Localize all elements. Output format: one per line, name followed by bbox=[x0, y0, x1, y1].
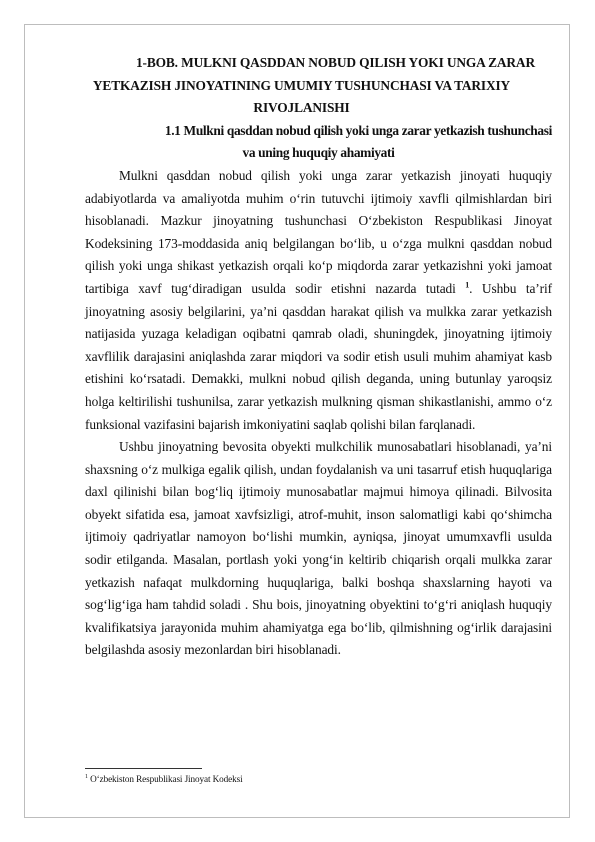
chapter-title-line-1: 1-BOB. MULKNI QASDDAN NOBUD QILISH YOKI UNGA ZARAR bbox=[136, 55, 535, 70]
section-title bbox=[85, 120, 552, 165]
footnote-number: 1 bbox=[85, 774, 88, 780]
chapter-title-line-3: RIVOJLANISHI bbox=[253, 100, 350, 116]
chapter-title bbox=[85, 52, 552, 120]
footnote-text: O‘zbekiston Respublikasi Jinoyat Kodeksi bbox=[87, 774, 243, 785]
document-body bbox=[85, 52, 552, 662]
footnote-separator bbox=[85, 768, 202, 769]
paragraph-text: Mulkni qasddan nobud qilish yoki unga zarar yetkazish jinoyati huquqiy adabiyotlarda va amaliyotda muhim o‘rin tutuvchi ijtimoiy xavfli qilmishlardan biri hisoblanadi. Mazkur jinoyatning tushunchasi O‘zbekiston Respublikasi Jinoyat Kodeksining 173-moddasida aniq belgilangan bo‘lib, u o‘zga mulkni qasddan nobud qilish yoki unga shikast yetkazish orqali ko‘p miqdorda zarar yetkazishni yoki jamoat tartibiga xavf tug‘diradigan usulda sodir etishni nazarda tutadi bbox=[85, 167, 552, 296]
body-paragraph bbox=[85, 165, 552, 436]
footnote bbox=[85, 772, 243, 785]
paragraph-text-continued: . Ushbu ta’rif jinoyatning asosiy belgilarini, ya’ni qasddan harakat qilish va mulkka zarar yetkazish natijasida yuzaga keladigan oqibatni qamrab oladi, shuningdek, jinoyatning ijtimoiy xavflilik darajasini aniqlashda zarar miqdori va sodir etish usuli muhim ahamiyat kasb etishini ko‘rsatadi. Demakki, mulkni nobud qilish deganda, uning butunlay yaroqsiz holga keltirilishi tushunilsa, zarar yetkazish mulkning qisman shikastlanishi, ammo o‘z funksional vazifasini bajarish imkoniyatini saqlab qolishi bilan farqlanadi. bbox=[85, 280, 553, 432]
chapter-title-line-2: YETKAZISH JINOYATINING UMUMIY TUSHUNCHASI VA TARIXIY bbox=[92, 77, 511, 93]
section-title-line-2: va uning huquqiy ahamiyati bbox=[242, 145, 395, 161]
body-paragraph: Ushbu jinoyatning bevosita obyekti mulkchilik munosabatlari hisoblanadi, ya’ni shaxsning o‘z mulkiga egalik qilish, undan foydalanish va uni tasarruf etish huquqlariga daxl qilinishi bilan bog‘liq ijtimoiy munosabatlar majmui himoya qilinadi. Bilvosita obyekt sifatida esa, jamoat xavfsizligi, atrof-muhit, inson salomatligi kabi qo‘shimcha ijtimoiy qadriyatlar namoyon bo‘lishi mumkin, ayniqsa, jinoyat umumxavfli usulda sodir etilganda. Masalan, portlash yoki yong‘in keltirib chiqarish orqali mulkka zarar yetkazish nafaqat mulkdorning huquqlariga, balki boshqa shaxslarning hayoti va sog‘lig‘iga ham tahdid soladi . Shu bois, jinoyatning obyektini to‘g‘ri aniqlash huquqiy kvalifikatsiya jarayonida muhim ahamiyatga ega bo‘lib, qilmishning og‘irlik darajasini belgilashda asosiy mezonlardan biri hisoblanadi. bbox=[85, 439, 552, 658]
footnote-reference[interactable]: 1 bbox=[465, 280, 470, 290]
section-title-line-1: 1.1 Mulkni qasddan nobud qilish yoki unga zarar yetkazish tushunchasi bbox=[164, 122, 552, 138]
